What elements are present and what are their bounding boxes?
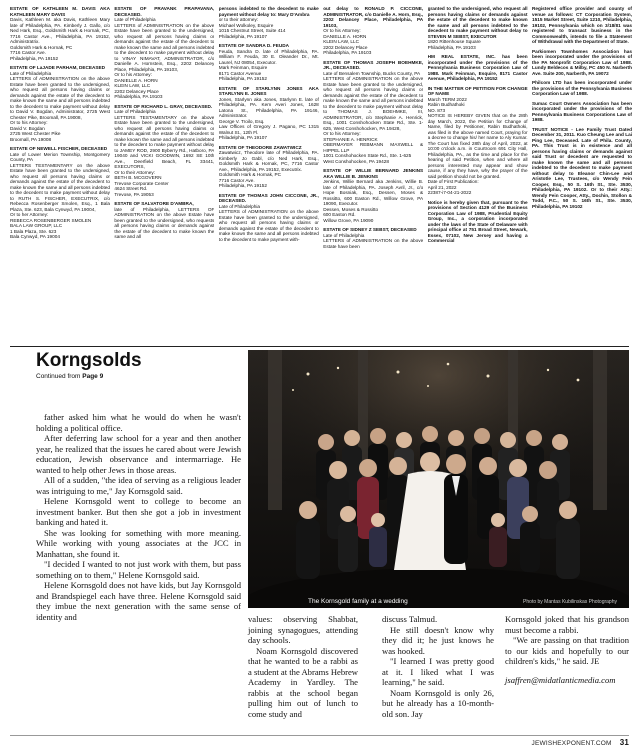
story-paragraph: "I learned I was pretty good at it. I liked what I was learning," he said. — [382, 656, 494, 687]
story-paragraph: Kornsgold joked that his grandson must become a rabbi. — [505, 614, 629, 635]
legal-notice — [219, 6, 319, 39]
story-paragraph: After deferring law school for a year and then another year, he realized that the issues he cared about were Jewish education, Jewish observance and intermarriage. He wanted to help other Jews in those areas. — [36, 433, 241, 475]
legal-column — [10, 6, 110, 346]
story-paragraph: Helene Kornsgold does not have kids, but Jay Kornsgold and Brandspiegel each have three. Helene Kornsgold said they imbue the next generation with the same sense of identity and — [36, 580, 241, 622]
notice-line: Or to his Attorney: — [323, 28, 361, 33]
notice-line: LETTERS of ADMINISTRATION on the above Estate have been granted to the undersigned, who request all persons having claims or demands against the estate of the decedent to make known the same and all persons indebted to the decedent to make payment with- — [218, 209, 319, 242]
notice-line: Registered office provider and county of venue as follows: CT Corporation System, 1515 Market Street, Suite 1210, Philadelphia, 19102, Pennsylvania which on 3/18/81 was registered to transact business in the Commonwealth, intends to file a Statement of Withdrawal with the Department of State. — [532, 6, 632, 44]
notice-line: Davis, Kathleen M. aka Davis, Kathleen Mary late of Philadelphia, PA. Kimberly J. Gallo, c/o Ned Hark, Esq., Goldsmith Hark & Hornak, PC, 7716 Castor Ave., Philadelphia, PA 19152, Administratrix. — [10, 17, 110, 44]
notice-line: 7716 Castor Ave. — [218, 177, 255, 183]
legal-column — [532, 6, 632, 346]
legal-notice — [114, 201, 214, 240]
notice-line: Philadelphia, PA 19103 — [427, 44, 476, 50]
notice-line: Or to his Attorney: — [10, 120, 48, 125]
notice-line: ESTATE OF THEODORE ZAWATWICZ — [218, 144, 302, 150]
notice-line: ESTATE OF THOMAS JOHN CICCONE, JR., DECEASED. — [218, 192, 319, 203]
notice-line: LETTERS of ADMINISTRATION on the above Estate have been granted to the undersigned, who request all persons having claims or demands against the estate of the decedent to make known the same and all persons indebted to the decedent to make payment without delay to THOMAS J. BOEHMKE, III, ADMINISTRATOR, c/o Stephanie A. Henrick, Esq., 1001 Conshohocken State Rd., Ste. 1-625, West Conshohocken, PA 19428, — [323, 76, 424, 131]
footer-rule — [10, 735, 629, 736]
notice-line: March TERM 2022 — [427, 96, 467, 102]
story-column-1 — [36, 412, 241, 622]
story-paragraph: father asked him what he would do when he wasn't holding a political office. — [36, 412, 241, 433]
notice-line: 4624 Street Rd. — [114, 186, 148, 191]
notice-line: Willow Grove, PA 19090 — [323, 217, 374, 223]
notice-line: ESTATE OF LaJADE PARHAM, DECEASED — [10, 65, 106, 70]
legal-notice — [10, 6, 110, 61]
story-paragraph: Helene Kornsgold went to college to become an investment banker. But then she got a job in investment banking and hated it. — [36, 496, 241, 527]
legal-column — [219, 6, 319, 346]
story-paragraph: Noam Kornsgold is only 26, but he already has a 10-month-old son. Jay — [382, 687, 494, 719]
notice-line: Late of Philadelphia — [114, 17, 156, 22]
legal-notice — [10, 65, 110, 142]
notice-line: ESTATE OF KATHLEEN M. DAVIS AKA KATHLEEN MARY DAVIS — [10, 6, 110, 17]
footer-page-number: 31 — [619, 738, 629, 747]
notice-line: Trevose Corporate Center — [114, 180, 169, 186]
legal-notice — [114, 6, 214, 100]
notice-line: BALA LAW GROUP, LLC — [10, 223, 63, 228]
notice-line: KLEIN LAW, LLC — [114, 83, 151, 88]
story-paragraph: Noam Kornsgold discovered that he wanted to be a rabbi as a student at the Abrams Hebrew Academy in Yardley. The rabbis at the school began pulling him out of lunch to come study and — [248, 645, 359, 719]
legal-notice — [532, 49, 632, 77]
story-column-2 — [248, 614, 358, 719]
notice-line: 1001 Conshohocken State Rd., Ste. 1-625 — [323, 153, 412, 158]
notice-line: ESTATE OF SIDNEY Z SEBST, DECEASED — [323, 227, 417, 232]
continued-label: Continued from — [36, 373, 81, 380]
story-column-4 — [505, 614, 629, 685]
notice-line: ESTATE OF NEWELL FISCHER, DECEASED — [10, 146, 108, 151]
legal-notice — [219, 86, 319, 141]
notice-line: Late of Philadelphia — [323, 232, 365, 238]
legal-notice — [323, 168, 423, 223]
notice-line: 2202 Delancey Place — [323, 44, 368, 50]
continued-line — [36, 373, 103, 380]
notice-line: STEPHANIE A. HENRICK — [323, 136, 378, 142]
notice-line: 7716 Castor Ave. — [10, 50, 46, 55]
notice-line: LETTERS of ADMINISTRATION on the above Estate have been granted to the undersigned, who request all persons having claims or demands against the estate of the decedent to make known the same and all persons indebted to the decedent to make payment without delay to David V. Bogdan, Administrator, 2725 West Chester Pike, Broomall, PA 19008, — [10, 76, 110, 120]
photo-caption: The Kornsgold family at a wedding — [308, 598, 408, 605]
notice-line: persons indebted to the decedent to make payment without delay to: Mary D'Ambra — [218, 6, 319, 17]
notice-line: ESTATE OF SANDRA D. FEUDA — [218, 43, 290, 48]
notice-line: IN THE MATTER OF PETITION FOR CHANGE OF NAME — [427, 85, 528, 96]
page-footer — [532, 738, 630, 747]
notice-line: ESTATE OF THOMAS JOSEPH BOEHMKE, JR., DECEASED. — [323, 59, 424, 70]
article-headline: Korngsolds — [36, 350, 142, 371]
story-paragraph: "I decided I wanted to not just work with them, but pass something on to them," Helene Kornsgold said. — [36, 559, 241, 580]
notice-line: Late of Philadelphia — [10, 70, 52, 76]
legal-notice — [532, 80, 632, 97]
notice-line: Late of Lower Merion Township, Montgomery County, PA — [10, 151, 110, 162]
notice-line: 600 Easton Rd. — [323, 212, 356, 217]
notice-line: out delay to RONALD P. CICCONE, ADMINISTRATOR, c/o Danielle A. Horn, Esq., 2202 Delancey Place, Philadelphia, PA 19103, — [323, 6, 424, 28]
notice-line: Philadelphia, PA 19152 — [218, 183, 267, 188]
notice-line: Notice is hereby given that, pursuant to the provisions of Section 4129 of the Business Corporation Law of 1988, Prudential Equity Group, Inc., a corporation incorporated under the laws of the State of Delaware with principal office at 751 Broad Street, Newark, Essex, 07102, New Jersey and having a Commercial — [427, 199, 528, 243]
notice-line: REBECCA ROSENBERGER SMOLEN — [10, 217, 92, 223]
legal-notice — [323, 6, 423, 56]
notice-line: LETTERS of ADMINISTRATION on the above Estate have been granted to the undersigned, who request all persons having claims or demands against the estate of the decedent to make known the same and all persons indebted to the decedent to make payment without delay to VINAY NIMAVAT, ADMINISTRATOR, c/o Danielle A. Hornstein, Esq., 2202 Delancey Place, Philadelphia, PA 19103, — [114, 22, 215, 72]
notice-line: Philadelphia, PA 19152 — [10, 55, 59, 61]
notice-line: ESTATE OF WILLIE BERNARD JENKINS AKA WILLIE B. JENKINS — [323, 168, 424, 179]
legal-notice — [114, 104, 214, 198]
story-paragraph: He still doesn't know why they did it; he just knows he was hooked. — [382, 624, 494, 656]
notice-line: Bala Cynwyd, PA 19004 — [10, 234, 60, 239]
legal-notice — [219, 193, 319, 243]
story-paragraph: "We are passing on that tradition to our kids and hopefully to our children's kids," he said. JE — [505, 635, 629, 666]
legal-notice — [532, 6, 632, 45]
notice-line: NO. 873 — [427, 107, 446, 113]
legal-notice — [10, 146, 110, 240]
notice-line: Philadelphia, PA 19107 — [218, 33, 267, 39]
legal-notice — [323, 60, 423, 165]
notice-line: Date of First Publication: — [427, 179, 479, 184]
notice-line: Late of Philadelphia — [218, 203, 260, 209]
notice-line: ESTATE OF SALVATORE D'AMBRA, — [114, 201, 194, 206]
notice-line: or to their attorney: — [218, 17, 259, 22]
notice-line: Philadelphia, PA 19107 — [218, 135, 267, 140]
notice-line: granted to the undersigned, who request all persons having claims or demands against the estate of the decedent to make known the same and all persons indebted to the decedent to make payment without delay to STEVEN M SEBST, EXECUTOR — [427, 6, 528, 39]
notice-line: 1 Bala Plaza, Ste. 623 — [10, 228, 57, 234]
notice-line: Or to his Attorney: — [323, 131, 361, 136]
notice-line: 2725 West Chester Pike — [10, 131, 61, 136]
notice-line: Philcom LTD has been incorporated under the provisions of the Pennsylvania Business Corporation Law of 1988. — [532, 80, 632, 96]
notice-line: late of Philadelphia, LETTERS OF ADMINISTRATION on the above Estate have been granted to the undersigned, who requests all persons having claims or demands against the estate of the decedent to make known the same and all — [114, 206, 215, 239]
notice-line: Feuda, Sandra D. late of Philadelphia, PA. William F. Feuda, 30 E. Oleander Dr., Mt. Laurel, NJ 08054, Executor. — [218, 48, 319, 65]
story-paragraph: All of a sudden, "the idea of serving as a religious leader was intriguing to me," Jay Kornsgold said. — [36, 475, 241, 496]
notice-line: Philadelphia, PA 19103 — [323, 50, 372, 55]
notice-line: ESTATE OF RICHARD L. GRAY, DECEASED. — [114, 103, 213, 109]
notice-line: 1015 Chestnut Street, Suite 414 — [218, 28, 286, 33]
notice-line: Late of Bensalem Township, Bucks County, PA — [323, 70, 421, 76]
notice-line: Sumac Court Owners Association has been incorporated under the provisions of the Pennsylvania Business Corporations Law of 1988. — [532, 100, 632, 122]
legal-notices — [10, 6, 632, 346]
notice-line: 1820 Rittenhouse Square — [427, 39, 481, 44]
legal-notice — [428, 200, 528, 244]
story-paragraph: values: observing Shabbat, joining synagogues, attending day schools. — [248, 614, 358, 645]
notice-line: TRUST NOTICE - Lee Family Trust Dated December 31, 2011. Kuo Cheung Lee and Lai Ping Lee, Deceased. Late of Phila. County, PA. This Trust is in existence and all persons having claims or demands against said Trust or decedent are requested to make known the same and all persons indebted to the decedent to make payment without delay to Eleanor Chin-Lee and Aristotle Lee, Trustees, c/o Wendy Fein Cooper, Esq., 50 S. 16th St., Ste. 3530, Philadelphia, PA 19102. Or to their Atty.: Wendy Fein Cooper, Atty., Dochin, Stollon & Todd, P.C., 50 S. 16th St., Ste. 3530, Philadelphia, PA 19102 — [532, 126, 632, 209]
legal-notice — [428, 86, 528, 196]
notice-line: Or to their Attorney: — [114, 169, 156, 175]
notice-line: HM REAL ESTATE, INC. has been incorporated under the provisions of the Pennsylvania Business Corporation Law of 1988. Mark Feinman, Esquire, 8171 Castor Avenue, Philadelphia, PA 19152 — [427, 54, 528, 81]
legal-column — [323, 6, 423, 346]
notice-line: BETH B. MCGOVERN — [114, 175, 162, 180]
notice-line: Zawatwicz, Theodore late of Philadelphia, PA. Kimberly Jo Gabl, c/o Ned Hark, Esq., Goldsmith Hark & Hornak, PC, 7716 Castor Ave., Philadelphia, PA 19152, Executrix. — [218, 150, 319, 172]
notice-line: Mark Feinman, Esquire — [218, 65, 268, 70]
notice-line: David V. Bogdan — [10, 125, 45, 131]
notice-line: Philadelphia, PA 19152 — [218, 76, 267, 81]
author-email[interactable]: jsaffren@midatlanticmedia.com — [505, 674, 616, 685]
notice-line: ESTATE OF PRAVANK PRAPAVANA, DECEASED. — [114, 6, 215, 17]
family-wedding-photo — [248, 350, 629, 608]
notice-line: Trevose, PA 19053 — [114, 191, 154, 197]
footer-site: JEWISHEXPONENT.COM — [531, 740, 612, 747]
story-paragraph: discuss Talmud. — [382, 614, 438, 624]
notice-line: LETTERS TESTAMENTARY on the above Estate have been granted to the undersigned, who request all persons having claims or demands against the estate of the decedent to make known the same and all persons indebted to the decedent to make payment without delay to JAMEY ROD, 2900 Byberry Rd., Hatboro, PA 19040 and VICKI GOODWIN, 1692 SE 10th Ave., Deerfield Beach, FL 33441, EXECUTORS, — [114, 114, 215, 169]
notice-line: KLEIN LAW, LLC — [323, 39, 359, 44]
legal-notice — [323, 227, 423, 249]
legal-notice — [219, 43, 319, 82]
notice-line: LETTERS TESTAMENTARY on the above Estate have been granted to the undersigned, who request all persons having claims or demands against the estate of the decedent to make known the same and all persons indebted to the decedent to make payment without delay to RUTH S. FISCHER, EXECUTRIX, c/o Rebecca Rosenberger Smolen, Esq., 1 Bala Plaza, Ste. 623, Bala Cynwyd, PA 19004, — [10, 162, 110, 212]
photo-credit: Photo by Mantas Kubilinskas Photography — [523, 599, 617, 605]
legal-column — [428, 6, 528, 346]
notice-line: DANIELLE A. HORN — [114, 77, 158, 83]
story-paragraph: She was looking for something with more meaning. While working with young associates at the JCC in Manhattan, she found it. — [36, 527, 241, 559]
legal-notice — [532, 101, 632, 123]
section-divider — [10, 346, 629, 347]
notice-line: LETTERS of ADMINISTRATION on the above Estate have been — [323, 238, 424, 249]
notice-line: Michael Wolkoley, Esquire — [218, 22, 274, 28]
continued-page: Page 9 — [82, 373, 104, 380]
notice-line: West Conshohocken, PA 19428 — [323, 158, 389, 164]
notice-line: Goldsmith Hark & Hornak, PC — [10, 44, 73, 50]
story-column-3 — [382, 614, 494, 719]
notice-line: Rabin Budhathoki — [427, 102, 465, 107]
notice-line: Dessen, Moses & Rossitto — [323, 206, 379, 212]
notice-line: Jones, Starlynn aka Jones, Starlynn E. late of Philadelphia, PA. Kem Averi Jones, 1628 Latona St., Philadelphia, PA 19146, Administrator. — [218, 96, 319, 118]
notice-line: George V. Troilo, Esq. — [218, 118, 265, 124]
notice-line: April 21, 2022 — [427, 184, 457, 190]
notice-line: Late of Philadelphia — [114, 109, 156, 114]
notice-line: 22387-i7-04-21-2022 — [427, 190, 472, 195]
notice-line: Or to her Attorney: — [10, 212, 49, 217]
photo-illustration — [248, 350, 629, 608]
notice-line: Jenkins, Willie Bernard aka Jenkins, Willie B. late of Philadelphia, PA. Joseph Avril, Jr., c/o Hope Bosniak, Esq., Dessen, Moses & Rossitto, 600 Easton Rd., Willow Grove, PA 19090, Executor. — [323, 179, 424, 206]
notice-line: OBERMAYER REBMANN MAXWELL & HIPPEL LLP — [323, 142, 424, 153]
notice-line: Philadelphia, PA 19103 — [114, 94, 163, 99]
legal-notice — [532, 127, 632, 210]
notice-line: Parkiomen Townhomes Association has been incorporated under the provisions of the PA Nonprofit Corporation Law of 1988. Lundy Beldecos & Milby, PC 450 N. Narberth Ave. Suite 200, Narberth, PA 19072 — [532, 48, 632, 76]
notice-line: NOTICE IS HEREBY GIVEN that on the 28th day March, 2022, the Petition for Change of Name, filed by Petitioner, Rabin Budhathoki, was filed in the above named Court, praying for a decree to change his/ her name to Aly Kumar. The Court has fixed 28th day of April, 2022, at 10:00 o'clock a.m. in Courtroom 691 City Hall, Philadelphia, PA., as the time and place for the hearing of said Petition, when and where all persons interested may appear and show cause, if any they have, why the prayer of the said petition should not be granted. — [427, 113, 528, 179]
legal-column — [114, 6, 214, 346]
notice-line: 2202 Delancey Place — [114, 88, 159, 94]
notice-line: Broomall, PA 19008 — [10, 136, 52, 142]
legal-notice — [219, 145, 319, 189]
notice-line: ESTATE OF STARLYNN JONES AKA STARLYNN E. JONES — [218, 85, 319, 96]
legal-notice — [428, 54, 528, 82]
notice-line: Or to his Attorney: — [114, 72, 152, 77]
legal-notice — [428, 6, 528, 50]
notice-line: 8171 Castor Avenue — [218, 70, 262, 76]
notice-line: Goldsmith Hark & Hornak, PC — [218, 172, 282, 177]
notice-line: DANIELLE A. HORN — [323, 33, 367, 39]
notice-line: Law Offices of Gregory J. Pagano, PC 1315 Walnut St., 12th Fl. — [218, 124, 319, 135]
